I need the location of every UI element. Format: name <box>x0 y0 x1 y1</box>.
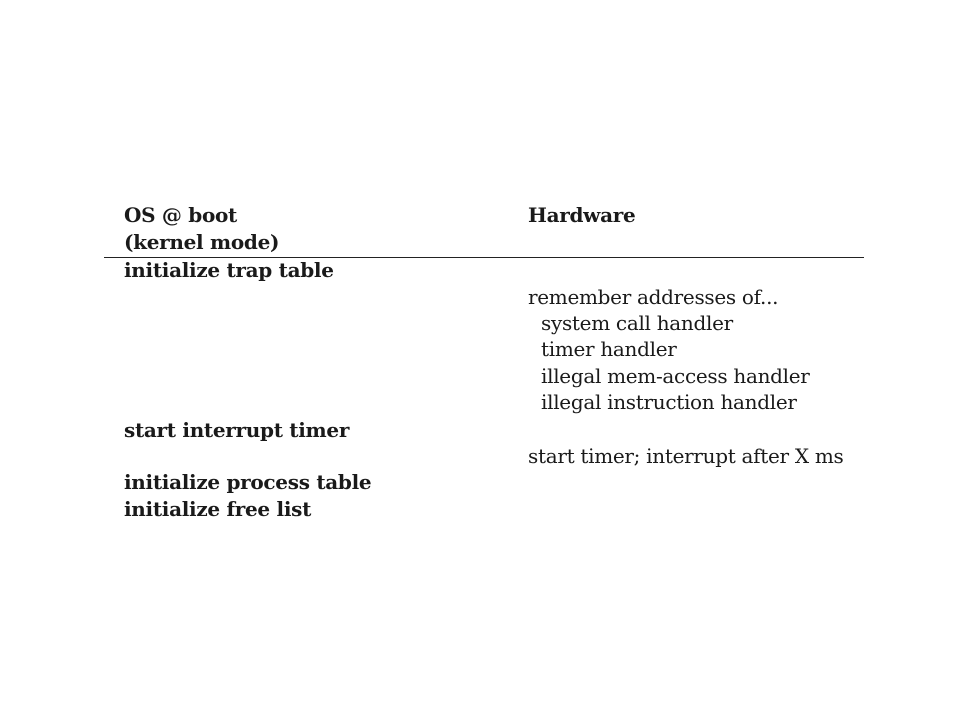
hw-row-syscall-handler: system call handler <box>541 311 733 335</box>
hw-row-timer-handler: timer handler <box>541 337 677 361</box>
column-header-hardware: Hardware <box>528 203 636 227</box>
os-row-init-process-table: initialize process table <box>124 470 372 494</box>
column-header-os-line2: (kernel mode) <box>124 230 280 254</box>
hw-row-remember-addresses: remember addresses of... <box>528 285 779 309</box>
hw-row-illegal-instruction-handler: illegal instruction handler <box>541 390 797 414</box>
os-row-start-interrupt-timer: start interrupt timer <box>124 418 350 442</box>
hw-row-illegal-mem-access-handler: illegal mem-access handler <box>541 364 810 388</box>
column-header-os-line1: OS @ boot <box>124 203 237 227</box>
os-row-init-trap-table: initialize trap table <box>124 258 334 282</box>
hw-row-start-timer: start timer; interrupt after X ms <box>528 444 844 468</box>
os-row-init-free-list: initialize free list <box>124 497 312 521</box>
